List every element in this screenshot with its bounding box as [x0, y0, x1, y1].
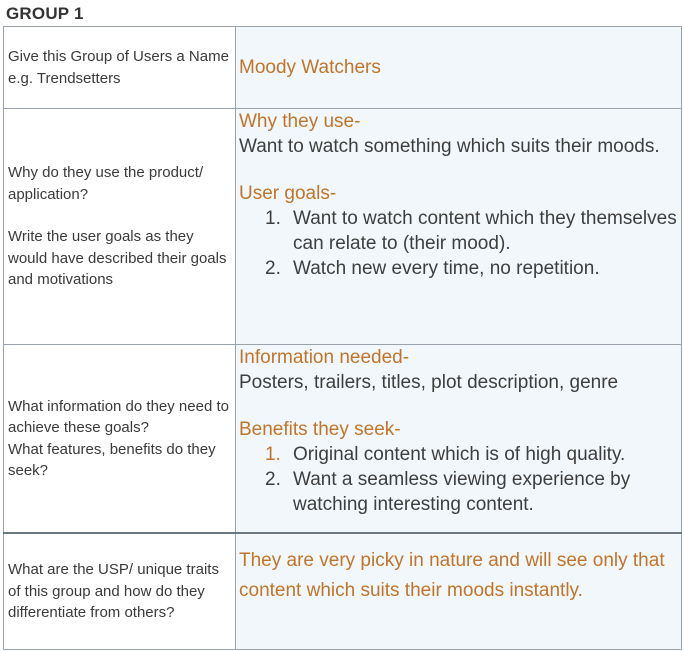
- answer-cell-usp[interactable]: [236, 533, 682, 650]
- table-row-usp: [4, 533, 682, 650]
- question-text: Why do they use the product/ application?: [8, 164, 204, 203]
- usp-answer: They are very picky in nature and will see only that content which suits their moods instantly.: [239, 550, 665, 601]
- answer-text: Want to watch something which suits their moods.: [239, 136, 660, 157]
- answer-cell-information[interactable]: [236, 345, 682, 534]
- table-row-goals: [4, 109, 682, 345]
- group-title: GROUP 1: [6, 4, 84, 23]
- persona-table: [3, 26, 682, 650]
- table-row-information: [4, 345, 682, 534]
- answer-cell-name[interactable]: [236, 27, 682, 109]
- table-row-name: [4, 27, 682, 109]
- benefits-list: [239, 442, 681, 517]
- section-heading: User goals-: [239, 183, 337, 204]
- question-cell-name: [4, 27, 236, 109]
- list-item-text: Want to watch content which they themselves can relate to (their mood).: [293, 208, 677, 254]
- list-item: [265, 467, 681, 517]
- list-item: [265, 256, 681, 281]
- question-text: What are the USP/ unique traits of this group and how do they differentiate from others?: [8, 561, 219, 622]
- list-item-text: Want a seamless viewing experience by watching interesting content.: [293, 469, 631, 515]
- question-cell-usp: [4, 533, 236, 650]
- goals-list: [239, 206, 681, 281]
- question-text: What information do they need to achieve these goals?: [8, 397, 229, 436]
- list-number: 1.: [265, 208, 281, 229]
- question-text: What features, benefits do they seek?: [8, 440, 216, 479]
- question-cell-information: [4, 345, 236, 534]
- list-item-text: Watch new every time, no repetition.: [293, 258, 600, 279]
- list-number: 1.: [265, 444, 281, 465]
- section-heading: Information needed-: [239, 347, 410, 368]
- question-text: Write the user goals as they would have described their goals and motivations: [8, 228, 227, 289]
- question-text: Give this Group of Users a Name: [8, 48, 229, 65]
- answer-cell-goals[interactable]: [236, 109, 682, 345]
- list-item-text: Original content which is of high quality.: [293, 444, 626, 465]
- section-heading: Why they use-: [239, 111, 361, 132]
- list-item: [265, 206, 681, 256]
- section-heading: Benefits they seek-: [239, 419, 401, 440]
- question-example: e.g. Trendsetters: [8, 69, 121, 87]
- list-number: 2.: [265, 469, 281, 490]
- answer-text: Posters, trailers, titles, plot description, genre: [239, 372, 619, 393]
- list-number: 2.: [265, 258, 281, 279]
- question-cell-goals: [4, 109, 236, 345]
- list-item: [265, 442, 681, 467]
- group-name-answer: Moody Watchers: [239, 57, 381, 78]
